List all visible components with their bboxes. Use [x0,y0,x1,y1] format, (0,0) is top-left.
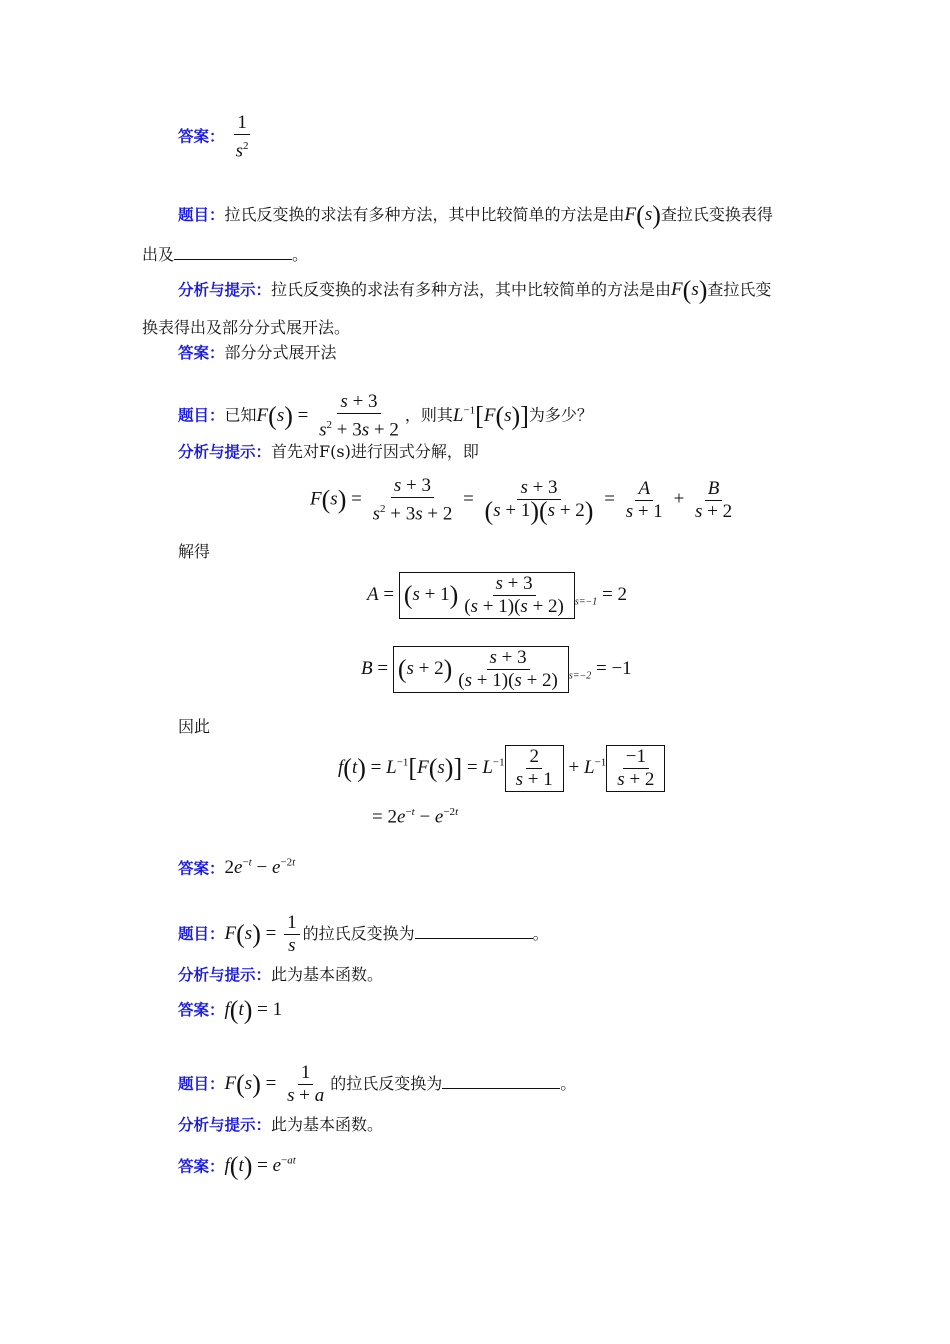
question-5: 题目：F(s) = $\frac{1}{s + a}$ 的拉氏反变换为 。 [178,1062,577,1106]
question-5-analysis: 分析与提示：此为基本函数。 [178,1115,384,1134]
question-5-answer: 答案：$f(t) = e^{-at}$ [178,1151,296,1181]
question-2-line2: 出及 。 [142,245,309,264]
B-equation: B = (s + 2) $\frac{s + 3}{(s + 1)(s + 2)}$ $_{s=-2}$ = −1 [361,647,632,691]
question-3-answer: 答案：$2e^{-t} - e^{-2t}$ [178,857,296,879]
therefore-label: 因此 [178,717,211,736]
question-4: 题目：F(s) = $\frac{1}{s}$ 的拉氏反变换为 。 [178,912,549,956]
inverse-transform-result: = $2e^{-t} - e^{-2t}$ [372,806,459,828]
answer-1 [178,112,255,162]
question-2-analysis: 分析与提示：拉氏反变换的求法有多种方法，其中比较简单的方法是由F(s)查拉氏变 [178,275,772,305]
question-3-analysis: 分析与提示：首先对F(s)进行因式分解，即 [178,442,479,461]
question-2-line1: 题目：拉氏反变换的求法有多种方法，其中比较简单的方法是由F(s)查拉氏变换表得 [178,200,773,230]
question-4-answer: 答案：f(t) = 1 [178,995,283,1025]
question-3: 题目：已知F(s) = $\frac{s + 3}{s^2 + 3s + 2}$ ，则其$L^{-1}[F(s)]$为多少？ [178,391,593,441]
answer-label: 答案： [178,127,225,146]
answer-blank [442,1072,560,1089]
question-2-answer: 答案：部分分式展开法 [178,343,337,362]
inverse-transform-equation: $f(t) = L^{-1}[F(s)] = L^{-1}$ $\frac{2}{s + 1}$ + $L^{-1}$ $\frac{-1}{s + 2}$ [338,745,665,792]
solve-label: 解得 [178,542,211,561]
answer-blank [174,243,292,260]
question-4-analysis: 分析与提示：此为基本函数。 [178,965,384,984]
factorization-equation: F(s) = $\frac{s + 3}{s^2 + 3s + 2}$ = $\frac{s + 3}{(s + 1)(s + 2)}$ = $\frac{A}{s + 1}$ + $\frac{B}{s + 2}$ [310,475,733,526]
A-equation: A = (s + 1) $\frac{s + 3}{(s + 1)(s + 2)}$ $_{s=-1}$ = 2 [367,573,627,617]
answer-fraction: $\frac{1}{s^2}$ [235,112,249,162]
question-2-analysis-cont: 换表得出及部分分式展开法。 [142,318,351,337]
answer-blank [415,922,533,939]
